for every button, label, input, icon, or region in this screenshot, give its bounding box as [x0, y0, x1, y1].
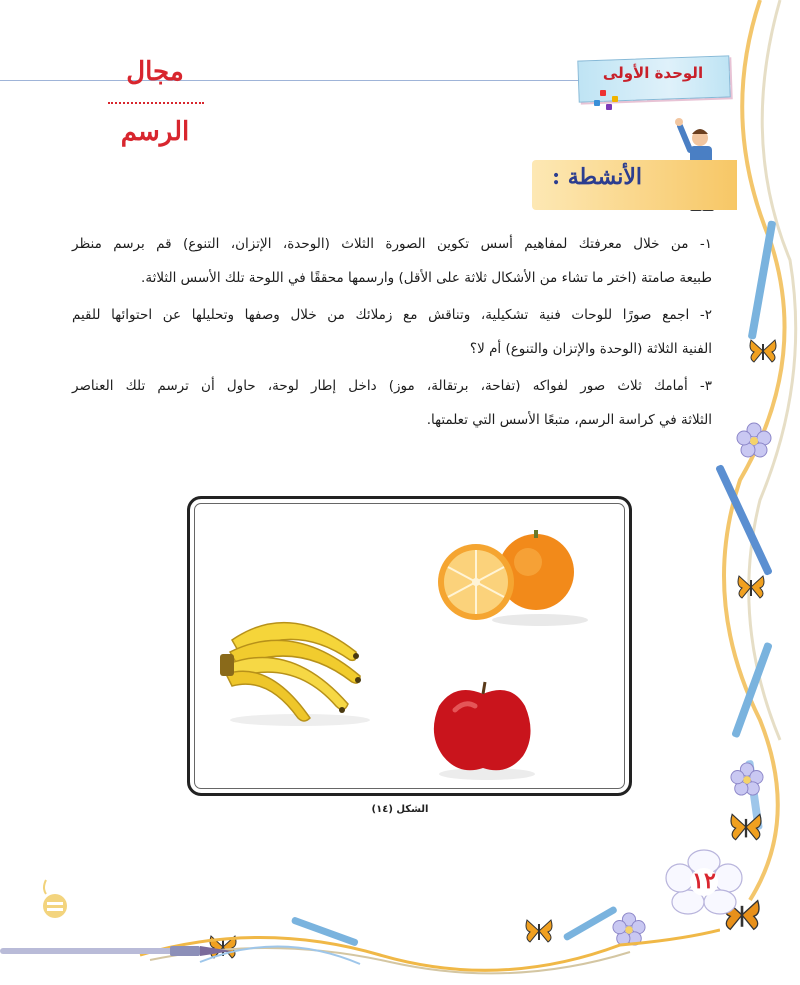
- activity-2: [72, 298, 712, 366]
- activity-line: ٣- أمامك ثلاث صور لفواكه (تفاحة، برتقالة، موز) داخل إطار لوحة، حاول أن ترسم تلك العناصر: [72, 378, 712, 394]
- butterfly-icon: [748, 338, 778, 364]
- banana-image: [210, 600, 378, 728]
- brand-underline: [108, 102, 204, 106]
- figure-caption: الشكل (١٤): [371, 804, 429, 815]
- page-number: ١٢: [692, 868, 716, 894]
- butterfly-icon: [728, 812, 764, 842]
- activity-3: [72, 369, 712, 437]
- confetti-dot: [600, 90, 606, 96]
- flower-icon: [736, 422, 772, 458]
- activity-1: [72, 227, 712, 295]
- confetti-dot: [594, 100, 600, 106]
- confetti-dot: [606, 104, 612, 110]
- orange-image: [420, 520, 590, 628]
- activity-line: ١- من خلال معرفتك لمفاهيم أسس تكوين الصورة الثلاث (الوحدة، الإتزان، التنوع) قم برسم منظر: [72, 236, 712, 252]
- activity-line: الثلاثة في كراسة الرسم، متبعًا الأسس التي تعلمتها.: [426, 412, 712, 428]
- activity-line: الفنية الثلاثة (الوحدة والإتزان والتنوع) أم لا؟: [469, 341, 712, 357]
- flower-icon: [730, 762, 764, 796]
- brand-title: مجال الرسم: [120, 57, 190, 147]
- apple-image: [425, 676, 541, 782]
- publisher-logo-icon: [38, 876, 72, 920]
- confetti-dot: [612, 96, 618, 102]
- unit-label: الوحدة الأولى: [602, 64, 704, 82]
- header-rule: [0, 80, 600, 81]
- activity-line: ٢- اجمع صورًا للوحات فنية تشكيلية، وتناقش مع زملائك من خلال وصفها وتحليلها عن احتوائها للقيم: [72, 307, 712, 323]
- activity-line: طبيعة صامتة (اختر ما تشاء من الأشكال ثلاثة على الأقل) وارسمها محققًا في اللوحة تلك الأسس الثلاثة.: [141, 270, 712, 286]
- activities-title: الأنشطة :: [551, 164, 643, 190]
- bottom-border-swirl: [0, 900, 720, 985]
- butterfly-icon: [736, 574, 766, 600]
